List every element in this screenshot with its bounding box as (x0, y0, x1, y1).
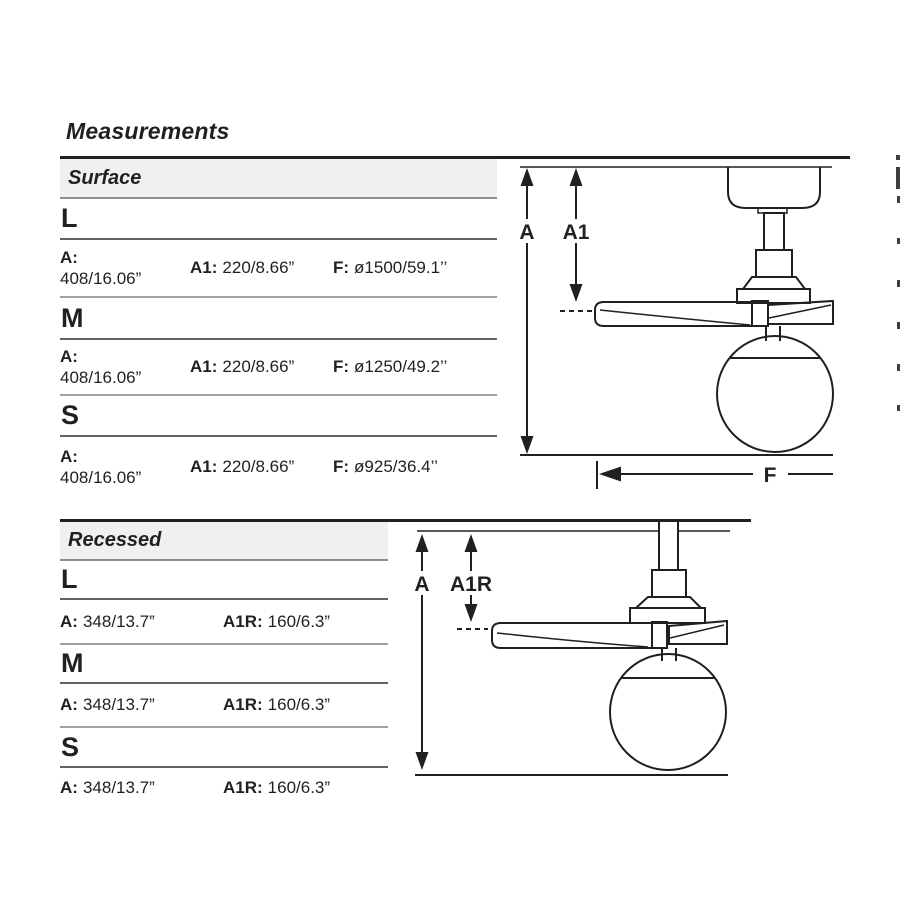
dimension-value: 408/16.06” (60, 269, 142, 288)
recessed-downrod (659, 521, 678, 570)
surface-table (60, 159, 497, 497)
dimension-arrow-a1r (447, 534, 495, 622)
recessed-section-header (60, 522, 388, 561)
dimension-arrow-a (512, 168, 542, 454)
size-label-row (60, 298, 497, 340)
arrowhead-up-icon (465, 534, 478, 552)
size-label: L (61, 203, 78, 233)
dimension-label: A: (60, 447, 78, 466)
dimension-label: F: (333, 457, 350, 476)
left-blade (595, 302, 755, 326)
dimension-f-cell (333, 437, 438, 497)
arrowhead-up-icon (570, 168, 583, 186)
dimension-value: ø1250/49.2’’ (354, 357, 448, 376)
dimension-label: A1R: (223, 611, 263, 631)
left-blade-edge (600, 310, 750, 325)
cropped-text-fragment (896, 167, 900, 189)
rod-coupler (756, 250, 792, 277)
arrowhead-left-icon (599, 467, 621, 482)
blade-hub (752, 301, 768, 326)
dimension-label: A1: (190, 457, 218, 476)
dimension-value: 348/13.7” (82, 611, 155, 631)
size-label: M (61, 648, 84, 678)
blade-hub (652, 622, 667, 648)
size-label: L (61, 564, 78, 594)
dimension-arrow-a (407, 534, 437, 770)
dimension-label: F: (333, 357, 350, 376)
spec-row (60, 340, 497, 396)
dimension-a-cell (60, 437, 141, 497)
spec-row (60, 684, 388, 728)
size-label-row (60, 561, 388, 600)
motor-flange (743, 277, 805, 289)
dimension-value: ø925/36.4’’ (354, 457, 438, 476)
dimension-a1-cell (190, 437, 294, 497)
dimension-a1r-cell (223, 600, 330, 643)
dimension-arrow-a1 (555, 168, 597, 302)
arrowhead-down-icon (465, 604, 478, 622)
dimension-a1-cell (190, 340, 294, 394)
dimension-label: A1R: (223, 778, 263, 797)
dimension-label: A1R: (223, 695, 263, 714)
arrowhead-up-icon (521, 168, 534, 186)
arrowhead-up-icon (416, 534, 429, 552)
cropped-text-fragment (896, 155, 900, 160)
size-label: S (61, 731, 80, 762)
dimension-a1r-cell (223, 768, 330, 808)
dimension-a1r-cell (223, 684, 330, 726)
dimension-a-cell (60, 240, 141, 296)
canopy (728, 167, 820, 208)
arrowhead-down-icon (570, 284, 583, 302)
motor-flange (636, 597, 701, 608)
page-title: Measurements (66, 118, 230, 144)
spec-row (60, 437, 497, 497)
dimension-value: ø1500/59.1’’ (354, 258, 448, 277)
right-blade (768, 301, 833, 324)
dimension-letter-a: A (519, 221, 535, 244)
arrowhead-down-icon (521, 436, 534, 454)
dimension-label: F: (333, 258, 350, 277)
left-blade-edge (497, 633, 648, 647)
dimension-value: 348/13.7” (82, 778, 155, 797)
motor-housing (737, 289, 810, 303)
dimension-value: 220/8.66” (222, 457, 295, 476)
surface-section-header (60, 159, 497, 199)
dimension-letter-f: F (763, 464, 777, 487)
right-blade-edge (769, 305, 831, 318)
recessed-table (60, 522, 388, 808)
ceiling-fan-drawing (492, 521, 727, 770)
dimension-f-cell (333, 240, 447, 296)
downrod (764, 213, 784, 250)
globe-light (717, 336, 833, 452)
right-blade (669, 621, 727, 644)
dimension-label: A: (60, 248, 78, 267)
right-blade-edge (670, 625, 724, 638)
spec-row (60, 600, 388, 645)
dimension-label: A1: (190, 258, 218, 277)
size-label: M (61, 302, 84, 333)
surface-section-title: Surface (68, 166, 142, 189)
dimension-arrow-f (597, 461, 833, 489)
size-label-row (60, 728, 388, 768)
dimension-label: A: (60, 778, 78, 797)
size-label-row (60, 199, 497, 240)
rod-coupler (652, 570, 686, 597)
dimension-value: 348/13.7” (82, 695, 155, 714)
arrowhead-down-icon (416, 752, 429, 770)
size-label-row (60, 645, 388, 684)
motor-housing (630, 608, 705, 623)
dimension-value: 408/16.06” (60, 368, 142, 387)
dimension-value: 220/8.66” (222, 258, 295, 277)
size-label-row (60, 396, 497, 437)
dimension-a-cell (60, 600, 155, 643)
spec-row (60, 768, 388, 808)
size-label: S (61, 400, 80, 430)
dimension-label: A: (60, 695, 78, 714)
spec-row (60, 240, 497, 298)
dimension-label: A: (60, 347, 78, 366)
recessed-fan-diagram (400, 512, 745, 797)
dimension-f-cell (333, 340, 447, 394)
dimension-letter-a1: A1 (562, 221, 590, 244)
dimension-a-cell (60, 684, 155, 726)
globe-light (610, 654, 726, 770)
surface-fan-diagram (500, 150, 880, 500)
recessed-section-title: Recessed (68, 529, 162, 551)
dimension-value: 220/8.66” (222, 357, 295, 376)
dimension-a-cell (60, 340, 141, 394)
ceiling-fan-drawing (595, 167, 833, 452)
dimension-label: A: (60, 611, 78, 631)
dimension-letter-a1r: A1R (449, 573, 493, 596)
dimension-letter-a: A (414, 573, 430, 596)
dimension-label: A1: (190, 357, 218, 376)
dimension-a1-cell (190, 240, 294, 296)
dimension-value: 160/6.3” (267, 611, 331, 631)
dimension-a-cell (60, 768, 155, 808)
dimension-value: 408/16.06” (60, 468, 142, 487)
dimension-value: 160/6.3” (267, 695, 331, 714)
dimension-value: 160/6.3” (267, 778, 331, 797)
